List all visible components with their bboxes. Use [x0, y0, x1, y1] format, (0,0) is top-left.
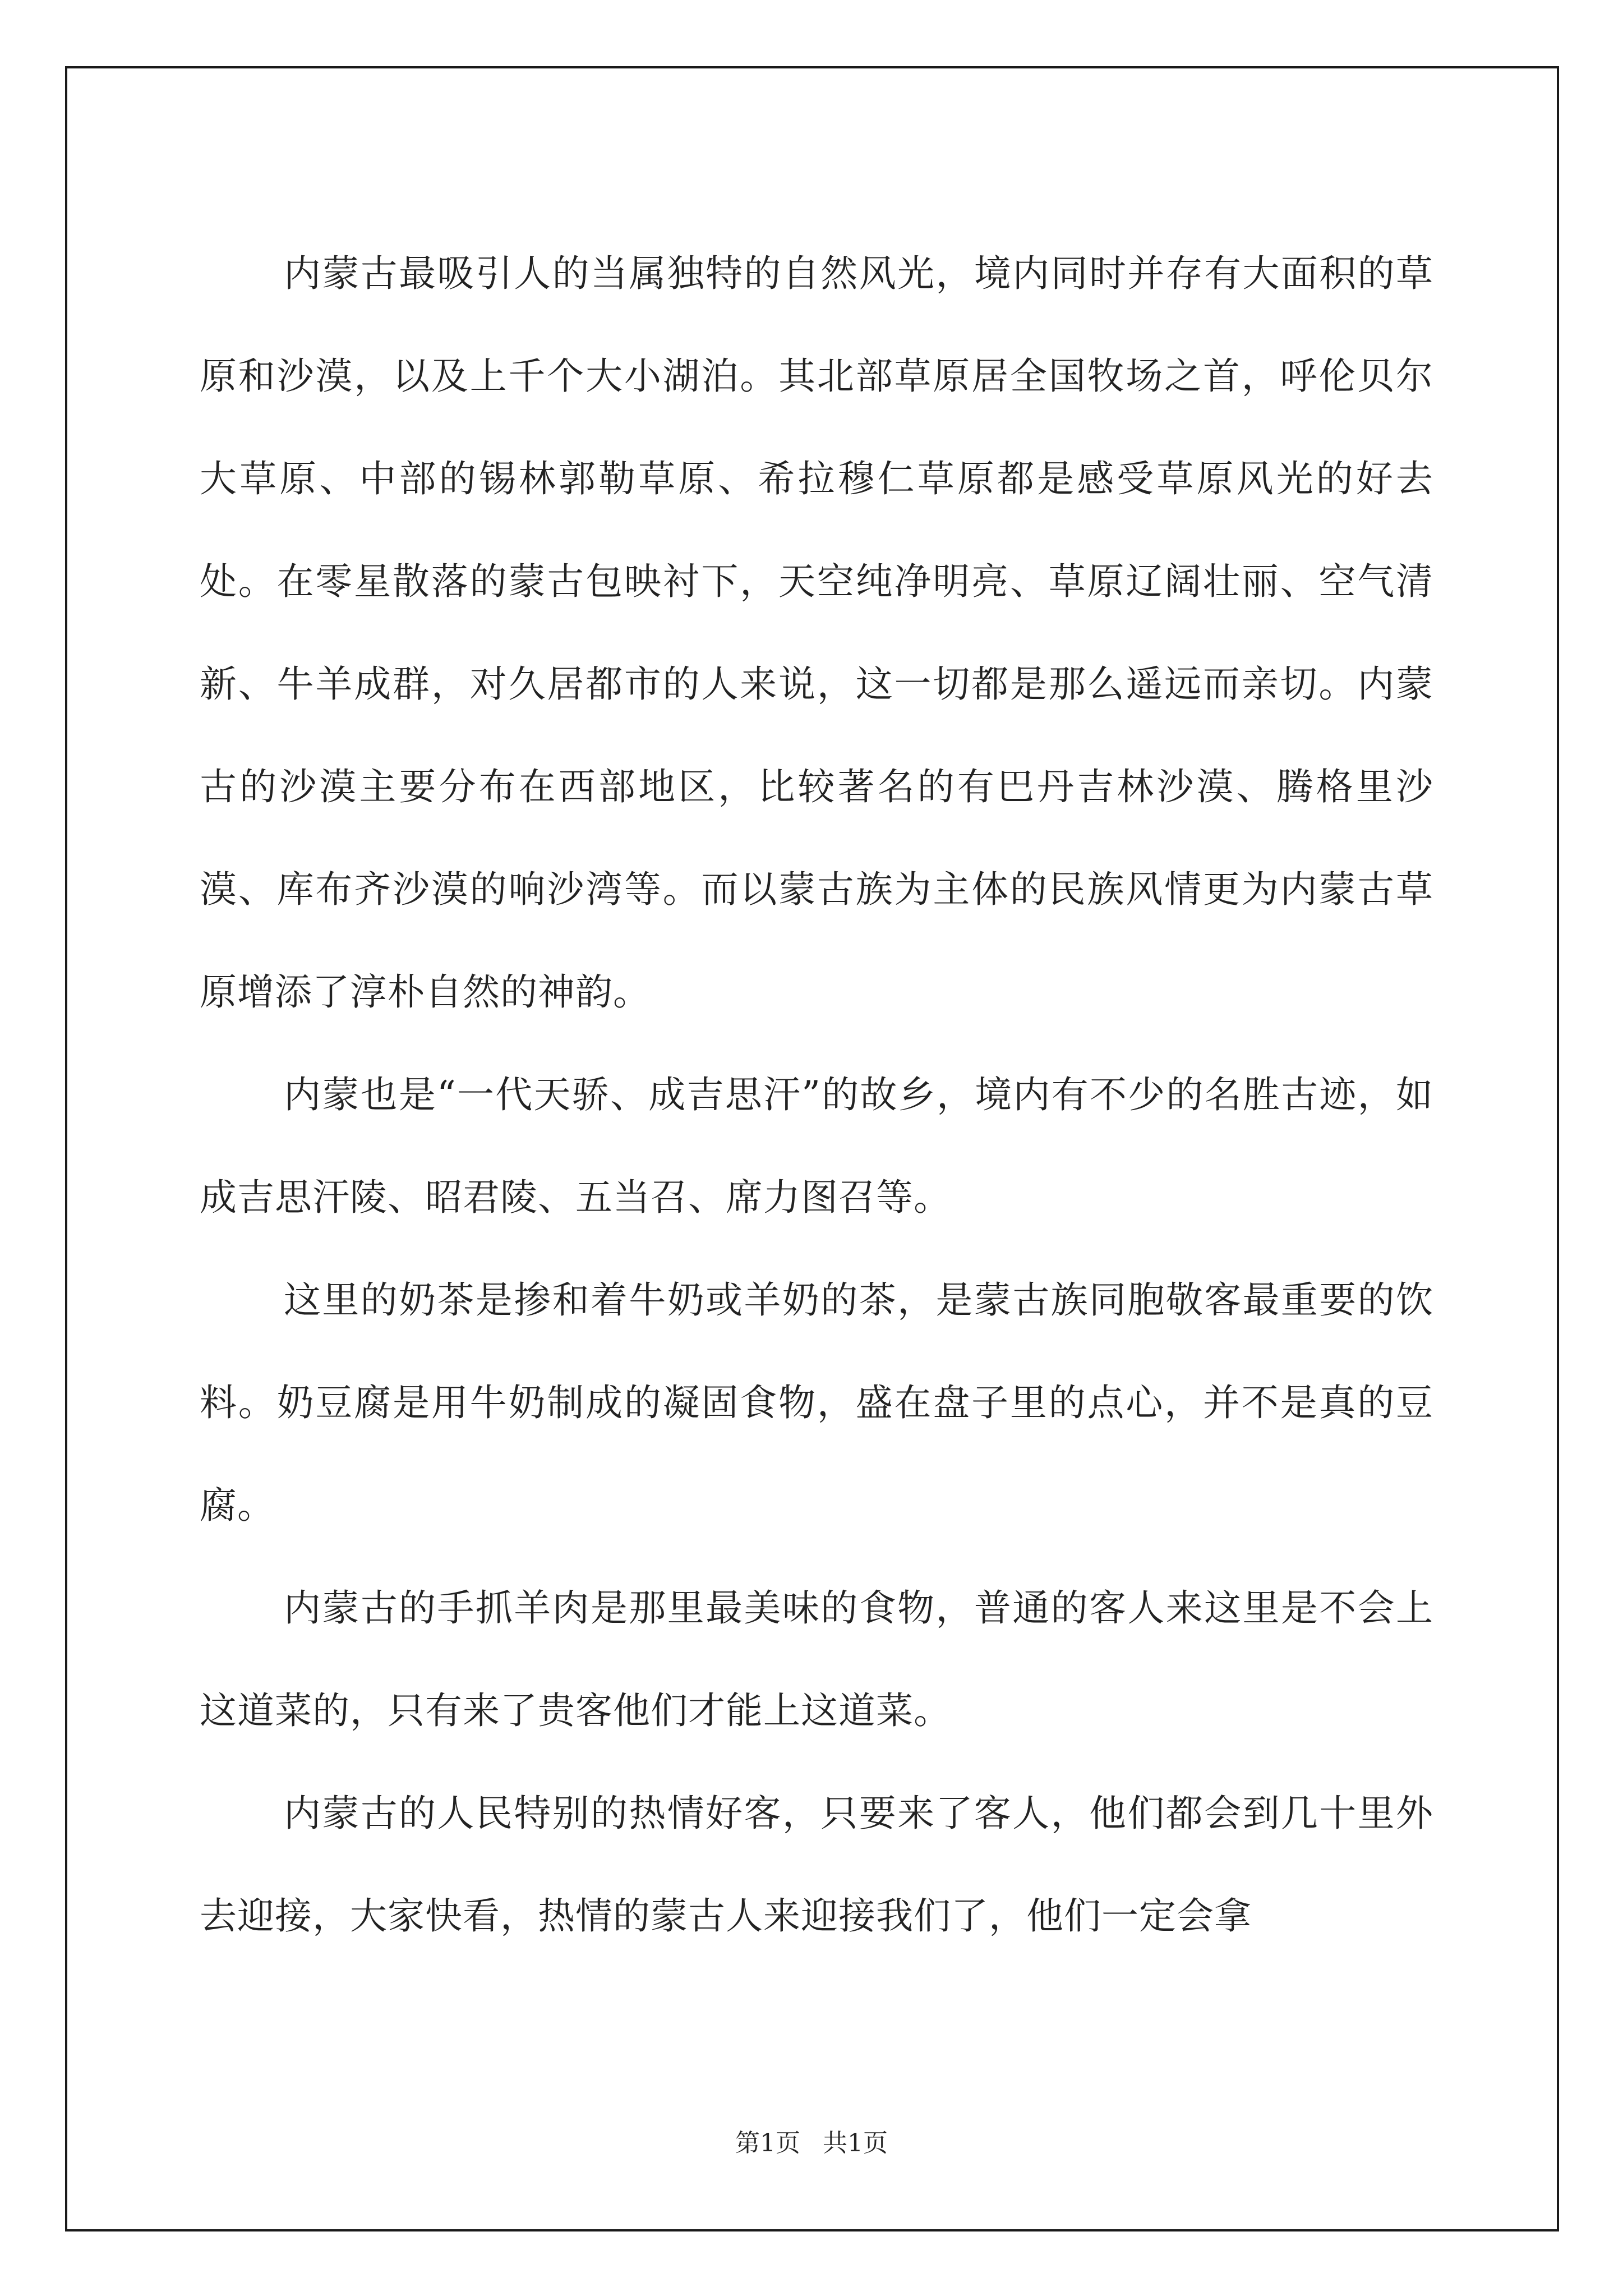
page-total: 共1页: [823, 2129, 888, 2157]
paragraph-genghis-khan-hometown: 内蒙也是“一代天骄、成吉思汗”的故乡，境内有不少的名胜古迹，如成吉思汗陵、昭君陵、五当召、席力图召等。: [200, 1073, 1433, 1219]
document-body: [200, 222, 1433, 1967]
paragraph-inner-mongolia-scenery: 内蒙古最吸引人的当属独特的自然风光，境内同时并存有大面积的草原和沙漠，以及上千个大小湖泊。其北部草原居全国牧场之首，呼伦贝尔大草原、中部的锡林郭勒草原、希拉穆仁草原都是感受草原风光的好去处。在零星散落的蒙古包映衬下，天空纯净明亮、草原辽阔壮丽、空气清新、牛羊成群，对久居都市的人来说，这一切都是那么遥远而亲切。内蒙古的沙漠主要分布在西部地区，比较著名的有巴丹吉林沙漠、腾格里沙漠、库布齐沙漠的响沙湾等。而以蒙古族为主体的民族风情更为内蒙古草原增添了淳朴自然的神韵。: [200, 252, 1433, 1014]
page-footer: [0, 2123, 1623, 2159]
paragraph-hand-grabbed-mutton: 内蒙古的手抓羊肉是那里最美味的食物，普通的客人来这里是不会上这道菜的，只有来了贵客他们才能上这道菜。: [200, 1586, 1433, 1732]
paragraph-hospitality: 内蒙古的人民特别的热情好客，只要来了客人，他们都会到几十里外去迎接，大家快看，热情的蒙古人来迎接我们了，他们一定会拿: [200, 1792, 1433, 1938]
page-number: 第1页: [735, 2129, 800, 2157]
paragraph-milk-tea: 这里的奶茶是掺和着牛奶或羊奶的茶，是蒙古族同胞敬客最重要的饮料。奶豆腐是用牛奶制成的凝固食物，盛在盘子里的点心，并不是真的豆腐。: [200, 1278, 1433, 1527]
